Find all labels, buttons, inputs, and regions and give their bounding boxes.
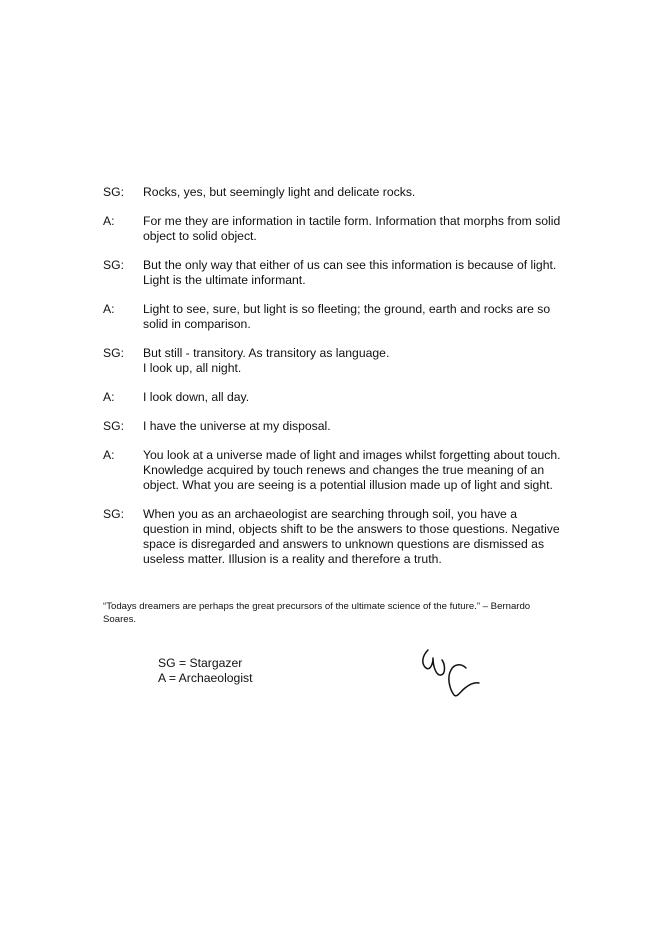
speech-line: But still - transitory. As transitory as language.	[143, 346, 390, 360]
speech-text	[143, 448, 583, 493]
dialogue-entry	[103, 346, 583, 376]
speech-line: Light is the ultimate informant.	[143, 273, 306, 287]
speech-line: But the only way that either of us can see this information is because of light.	[143, 258, 557, 272]
speaker-label: A:	[103, 214, 115, 228]
handwritten-signature-icon	[418, 642, 488, 702]
speech-text	[143, 390, 583, 405]
dialogue-entry	[103, 185, 583, 200]
speech-line: When you as an archaeologist are searching through soil, you have a	[143, 507, 517, 521]
speech-line: Light to see, sure, but light is so fleeting; the ground, earth and rocks are so	[143, 302, 551, 316]
speech-line: space is disregarded and answers to unknown questions are dismissed as	[143, 537, 545, 551]
legend-line: SG = Stargazer	[158, 656, 243, 670]
quote-line: Soares.	[103, 614, 137, 625]
dialogue	[103, 185, 583, 581]
dialogue-entry	[103, 214, 583, 244]
speech-line: For me they are information in tactile form. Information that morphs from solid	[143, 214, 561, 228]
speech-line: Rocks, yes, but seemingly light and delicate rocks.	[143, 185, 416, 199]
speech-text	[143, 258, 583, 288]
speech-line: useless matter. Illusion is a reality and therefore a truth.	[143, 552, 442, 566]
speech-line: I look up, all night.	[143, 361, 242, 375]
dialogue-entry	[103, 258, 583, 288]
speaker-label: SG:	[103, 507, 124, 521]
speaker-label: SG:	[103, 346, 124, 360]
speech-text	[143, 214, 583, 244]
dialogue-entry	[103, 507, 583, 567]
speaker-label: SG:	[103, 258, 124, 272]
dialogue-entry	[103, 302, 583, 332]
dialogue-entry	[103, 448, 583, 493]
speech-line: You look at a universe made of light and images whilst forgetting about touch.	[143, 448, 561, 462]
speaker-label: A:	[103, 302, 115, 316]
speech-line: I have the universe at my disposal.	[143, 419, 331, 433]
speech-line: I look down, all day.	[143, 390, 250, 404]
speaker-legend	[158, 656, 253, 686]
speaker-label: SG:	[103, 419, 124, 433]
speaker-label: SG:	[103, 185, 124, 199]
speech-text	[143, 302, 583, 332]
speech-line: question in mind, objects shift to be the answers to those questions. Negative	[143, 522, 560, 536]
dialogue-entry	[103, 419, 583, 434]
speech-text	[143, 185, 583, 200]
legend-line: A = Archaeologist	[158, 671, 253, 685]
dialogue-entry	[103, 390, 583, 405]
speech-text	[143, 346, 583, 376]
speech-text	[143, 507, 583, 567]
quotation	[103, 600, 573, 626]
signature-drawing	[418, 642, 488, 702]
speaker-label: A:	[103, 448, 115, 462]
quote-line: “Todays dreamers are perhaps the great precursors of the ultimate science of the future.” – Bernardo	[103, 601, 531, 612]
speaker-label: A:	[103, 390, 115, 404]
speech-line: object to solid object.	[143, 229, 257, 243]
speech-line: solid in comparison.	[143, 317, 251, 331]
speech-line: Knowledge acquired by touch renews and changes the true meaning of an	[143, 463, 545, 477]
speech-text	[143, 419, 583, 434]
speech-line: object. What you are seeing is a potential illusion made up of light and sight.	[143, 478, 553, 492]
